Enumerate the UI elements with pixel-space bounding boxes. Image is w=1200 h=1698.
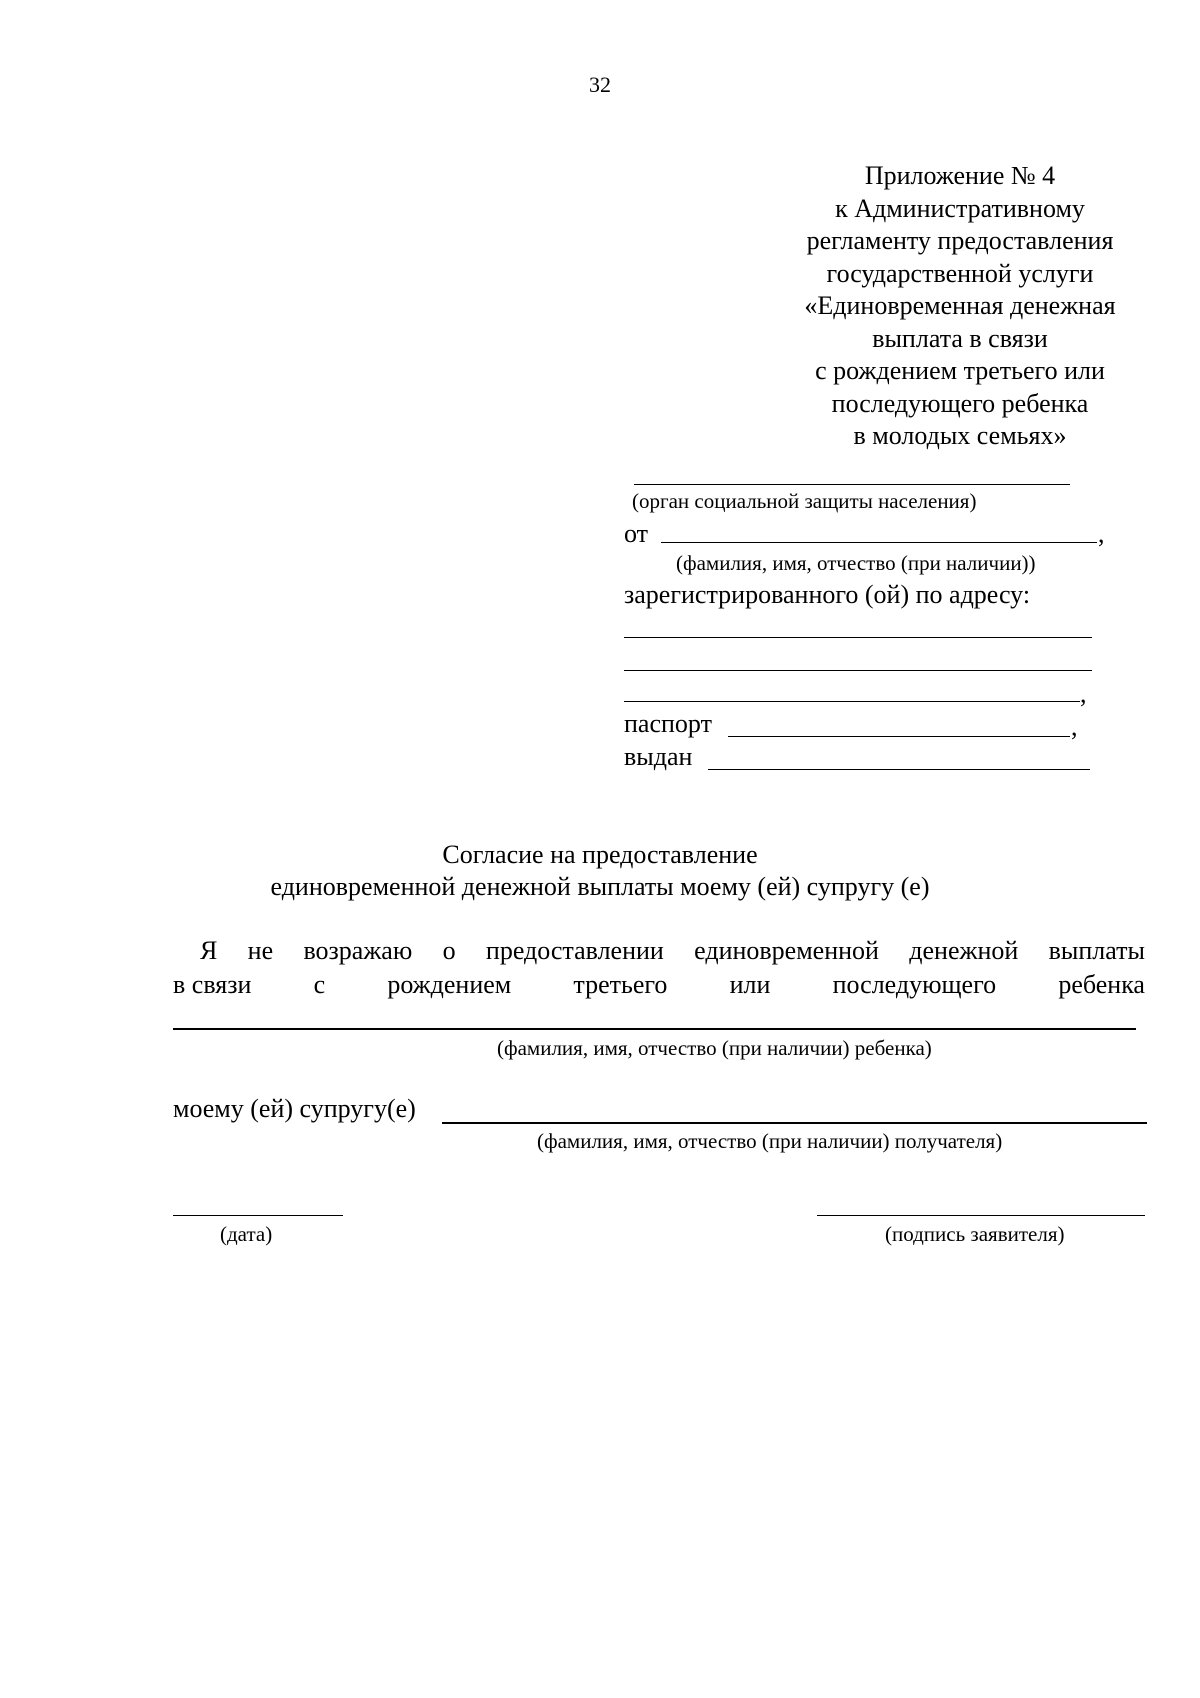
fio-caption: (фамилия, имя, отчество (при наличии)) <box>676 551 1036 575</box>
page-number: 32 <box>589 72 611 97</box>
appendix-line: регламенту предоставления <box>806 226 1114 255</box>
comma: , <box>1071 712 1078 741</box>
recipient-name-field-line[interactable] <box>442 1122 1147 1124</box>
appendix-line: к Административному <box>835 193 1085 223</box>
appendix-header <box>760 160 1160 453</box>
word: в связи <box>173 970 252 999</box>
word: возражаю <box>303 936 413 965</box>
word: выплаты <box>1048 936 1145 965</box>
word: Я <box>200 936 218 965</box>
passport-label: паспорт <box>624 709 712 738</box>
appendix-line: «Единовременная денежная <box>804 291 1116 320</box>
word: рождением <box>387 970 512 999</box>
word: с <box>313 970 326 999</box>
child-caption: (фамилия, имя, отчество (при наличии) ребенка) <box>497 1036 932 1060</box>
appendix-line: выплата в связи <box>872 323 1048 353</box>
child-name-field-line[interactable] <box>173 1028 1136 1030</box>
document-title-line-2: единовременной денежной выплаты моему (ей) супругу (е) <box>270 872 930 901</box>
word: последующего <box>832 970 997 999</box>
appendix-line: последующего ребенка <box>831 388 1089 418</box>
word: денежной <box>909 936 1019 965</box>
word: не <box>247 936 274 965</box>
issued-field-line[interactable] <box>708 769 1090 770</box>
applicant-name-field-line[interactable] <box>661 542 1097 543</box>
word: третьего <box>573 970 668 999</box>
spouse-label: моему (ей) супругу(е) <box>173 1094 416 1123</box>
word: единовременной <box>694 936 879 965</box>
signature-caption: (подпись заявителя) <box>885 1222 1065 1246</box>
appendix-line: с рождением третьего или <box>815 356 1105 385</box>
signature-field-line[interactable] <box>817 1215 1145 1216</box>
comma: , <box>1080 679 1087 708</box>
address-field-line-2[interactable] <box>624 670 1092 671</box>
appendix-line: государственной услуги <box>826 258 1094 288</box>
organ-field-line[interactable] <box>634 484 1070 485</box>
word: или <box>729 970 771 999</box>
word: ребенка <box>1058 970 1145 999</box>
passport-field-line[interactable] <box>728 736 1070 737</box>
recipient-caption: (фамилия, имя, отчество (при наличии) получателя) <box>537 1129 1003 1153</box>
address-field-line-3[interactable] <box>624 701 1080 702</box>
appendix-line: Приложение № 4 <box>864 161 1056 190</box>
consent-text-row-1 <box>200 936 1145 966</box>
word: предоставлении <box>485 936 664 965</box>
date-field-line[interactable] <box>173 1215 343 1216</box>
address-field-line-1[interactable] <box>624 637 1092 638</box>
consent-text-row-2 <box>173 970 1145 1000</box>
date-caption: (дата) <box>220 1222 273 1246</box>
organ-caption: (орган социальной защиты населения) <box>632 489 977 513</box>
issued-label: выдан <box>624 742 693 771</box>
document-title-line-1: Согласие на предоставление <box>442 840 758 869</box>
word: о <box>442 936 456 965</box>
comma: , <box>1098 519 1105 548</box>
from-label: от <box>624 519 649 548</box>
appendix-line: в молодых семьях» <box>853 421 1067 450</box>
registered-label: зарегистрированного (ой) по адресу: <box>624 580 1031 609</box>
